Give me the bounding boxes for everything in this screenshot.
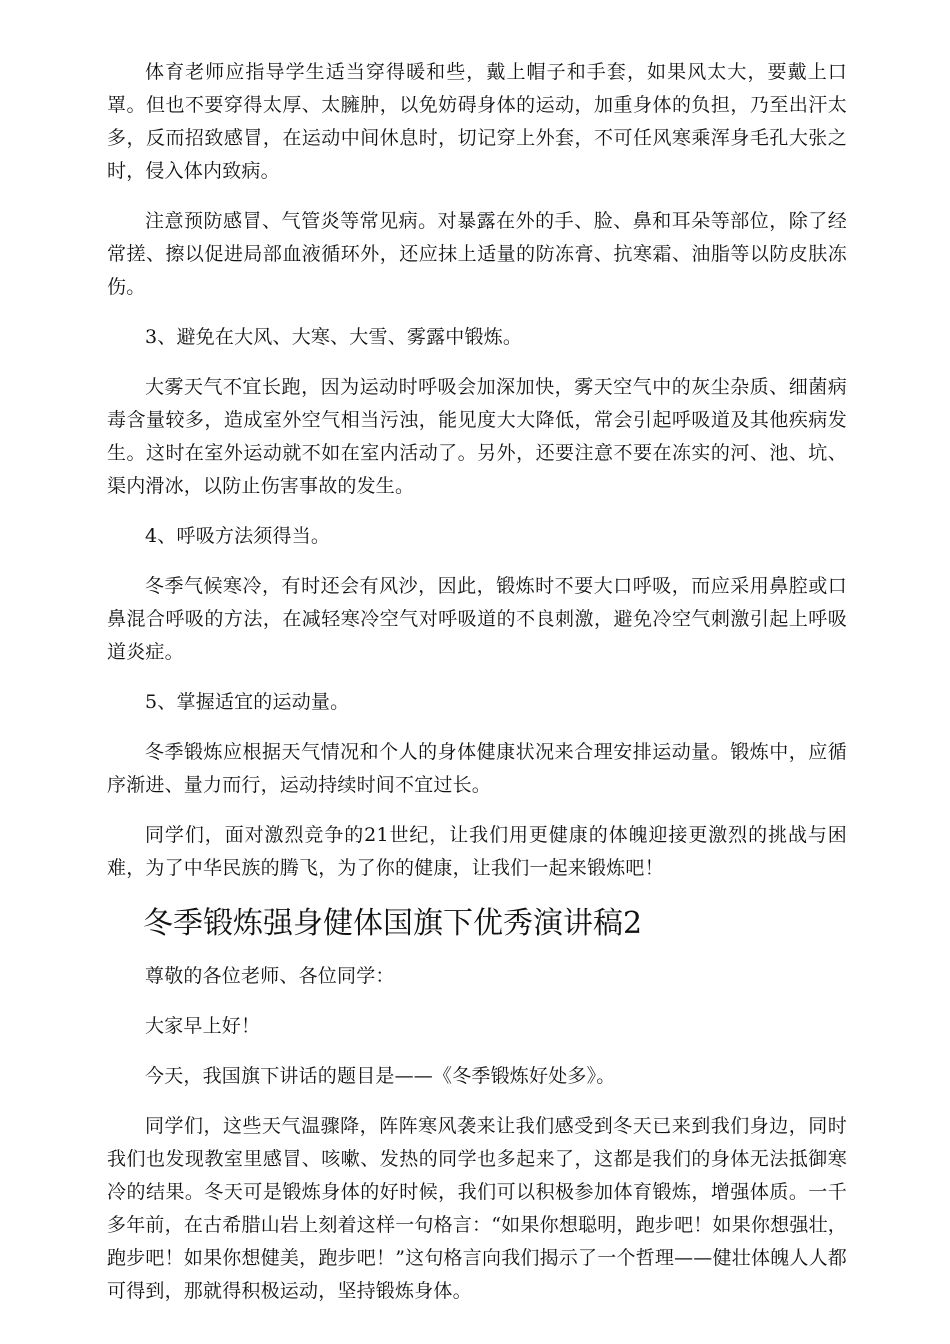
paragraph-item-5-title: 5、掌握适宜的运动量。 (145, 691, 350, 713)
paragraph-breathing-advice: 冬季气候寒冷，有时还会有风沙，因此，锻炼时不要大口呼吸，而应采用鼻腔或口鼻混合呼吸的方法，在减轻寒冷空气对呼吸道的不良刺激，避免冷空气刺激引起上呼吸道炎症。 (107, 575, 847, 663)
paragraph-clothing-advice: 体育老师应指导学生适当穿得暖和些，戴上帽子和手套，如果风太大，要戴上口罩。但也不要穿得太厚、太臃肿，以免妨碍身体的运动，加重身体的负担，乃至出汗太多，反而招致感冒，在运动中间休息时，切记穿上外套，不可任风寒乘浑身毛孔大张之时，侵入体内致病。 (107, 61, 847, 182)
paragraph-item-4-title: 4、呼吸方法须得当。 (145, 525, 331, 547)
paragraph-greeting: 大家早上好！ (145, 1015, 261, 1037)
paragraph-topic: 今天，我国旗下讲话的题目是——《冬季锻炼好处多》。 (145, 1065, 616, 1087)
paragraph-exercise-amount: 冬季锻炼应根据天气情况和个人的身体健康状况来合理安排运动量。锻炼中，应循序渐进、量力而行，运动持续时间不宜过长。 (107, 741, 847, 796)
paragraph-salutation: 尊敬的各位老师、各位同学： (145, 965, 395, 987)
paragraph-winter-body: 同学们，这些天气温骤降，阵阵寒风袭来让我们感受到冬天已来到我们身边，同时我们也发现教室里感冒、咳嗽、发热的同学也多起来了，这都是我们的身体无法抵御寒冷的结果。冬天可是锻炼身体的好时候，我们可以积极参加体育锻炼，增强体质。一千多年前，在古希腊山岩上刻着这样一句格言：“如果你想聪明，跑步吧！如果你想强壮，跑步吧！如果你想健美，跑步吧！”这句格言向我们揭示了一个哲理——健壮体魄人人都可得到，那就得积极运动，坚持锻炼身体。 (107, 1115, 847, 1302)
document-body (107, 56, 847, 1325)
paragraph-fog-advice: 大雾天气不宜长跑，因为运动时呼吸会加深加快，雾天空气中的灰尘杂质、细菌病毒含量较多，造成室外空气相当污浊，能见度大大降低，常会引起呼吸道及其他疾病发生。这时在室外运动就不如在室内活动了。另外，还要注意不要在冻实的河、池、坑、渠内滑冰，以防止伤害事故的发生。 (107, 376, 847, 497)
paragraph-prevent-colds: 注意预防感冒、气管炎等常见病。对暴露在外的手、脸、鼻和耳朵等部位，除了经常搓、擦以促进局部血液循环外，还应抹上适量的防冻膏、抗寒霜、油脂等以防皮肤冻伤。 (107, 210, 847, 298)
section-heading: 冬季锻炼强身健体国旗下优秀演讲稿2 (143, 906, 643, 941)
paragraph-item-3-title: 3、避免在大风、大寒、大雪、雾露中锻炼。 (145, 326, 523, 348)
paragraph-closing-call: 同学们，面对激烈竞争的21世纪，让我们用更健康的体魄迎接更激烈的挑战与困难，为了中华民族的腾飞，为了你的健康，让我们一起来锻炼吧！ (107, 824, 847, 879)
